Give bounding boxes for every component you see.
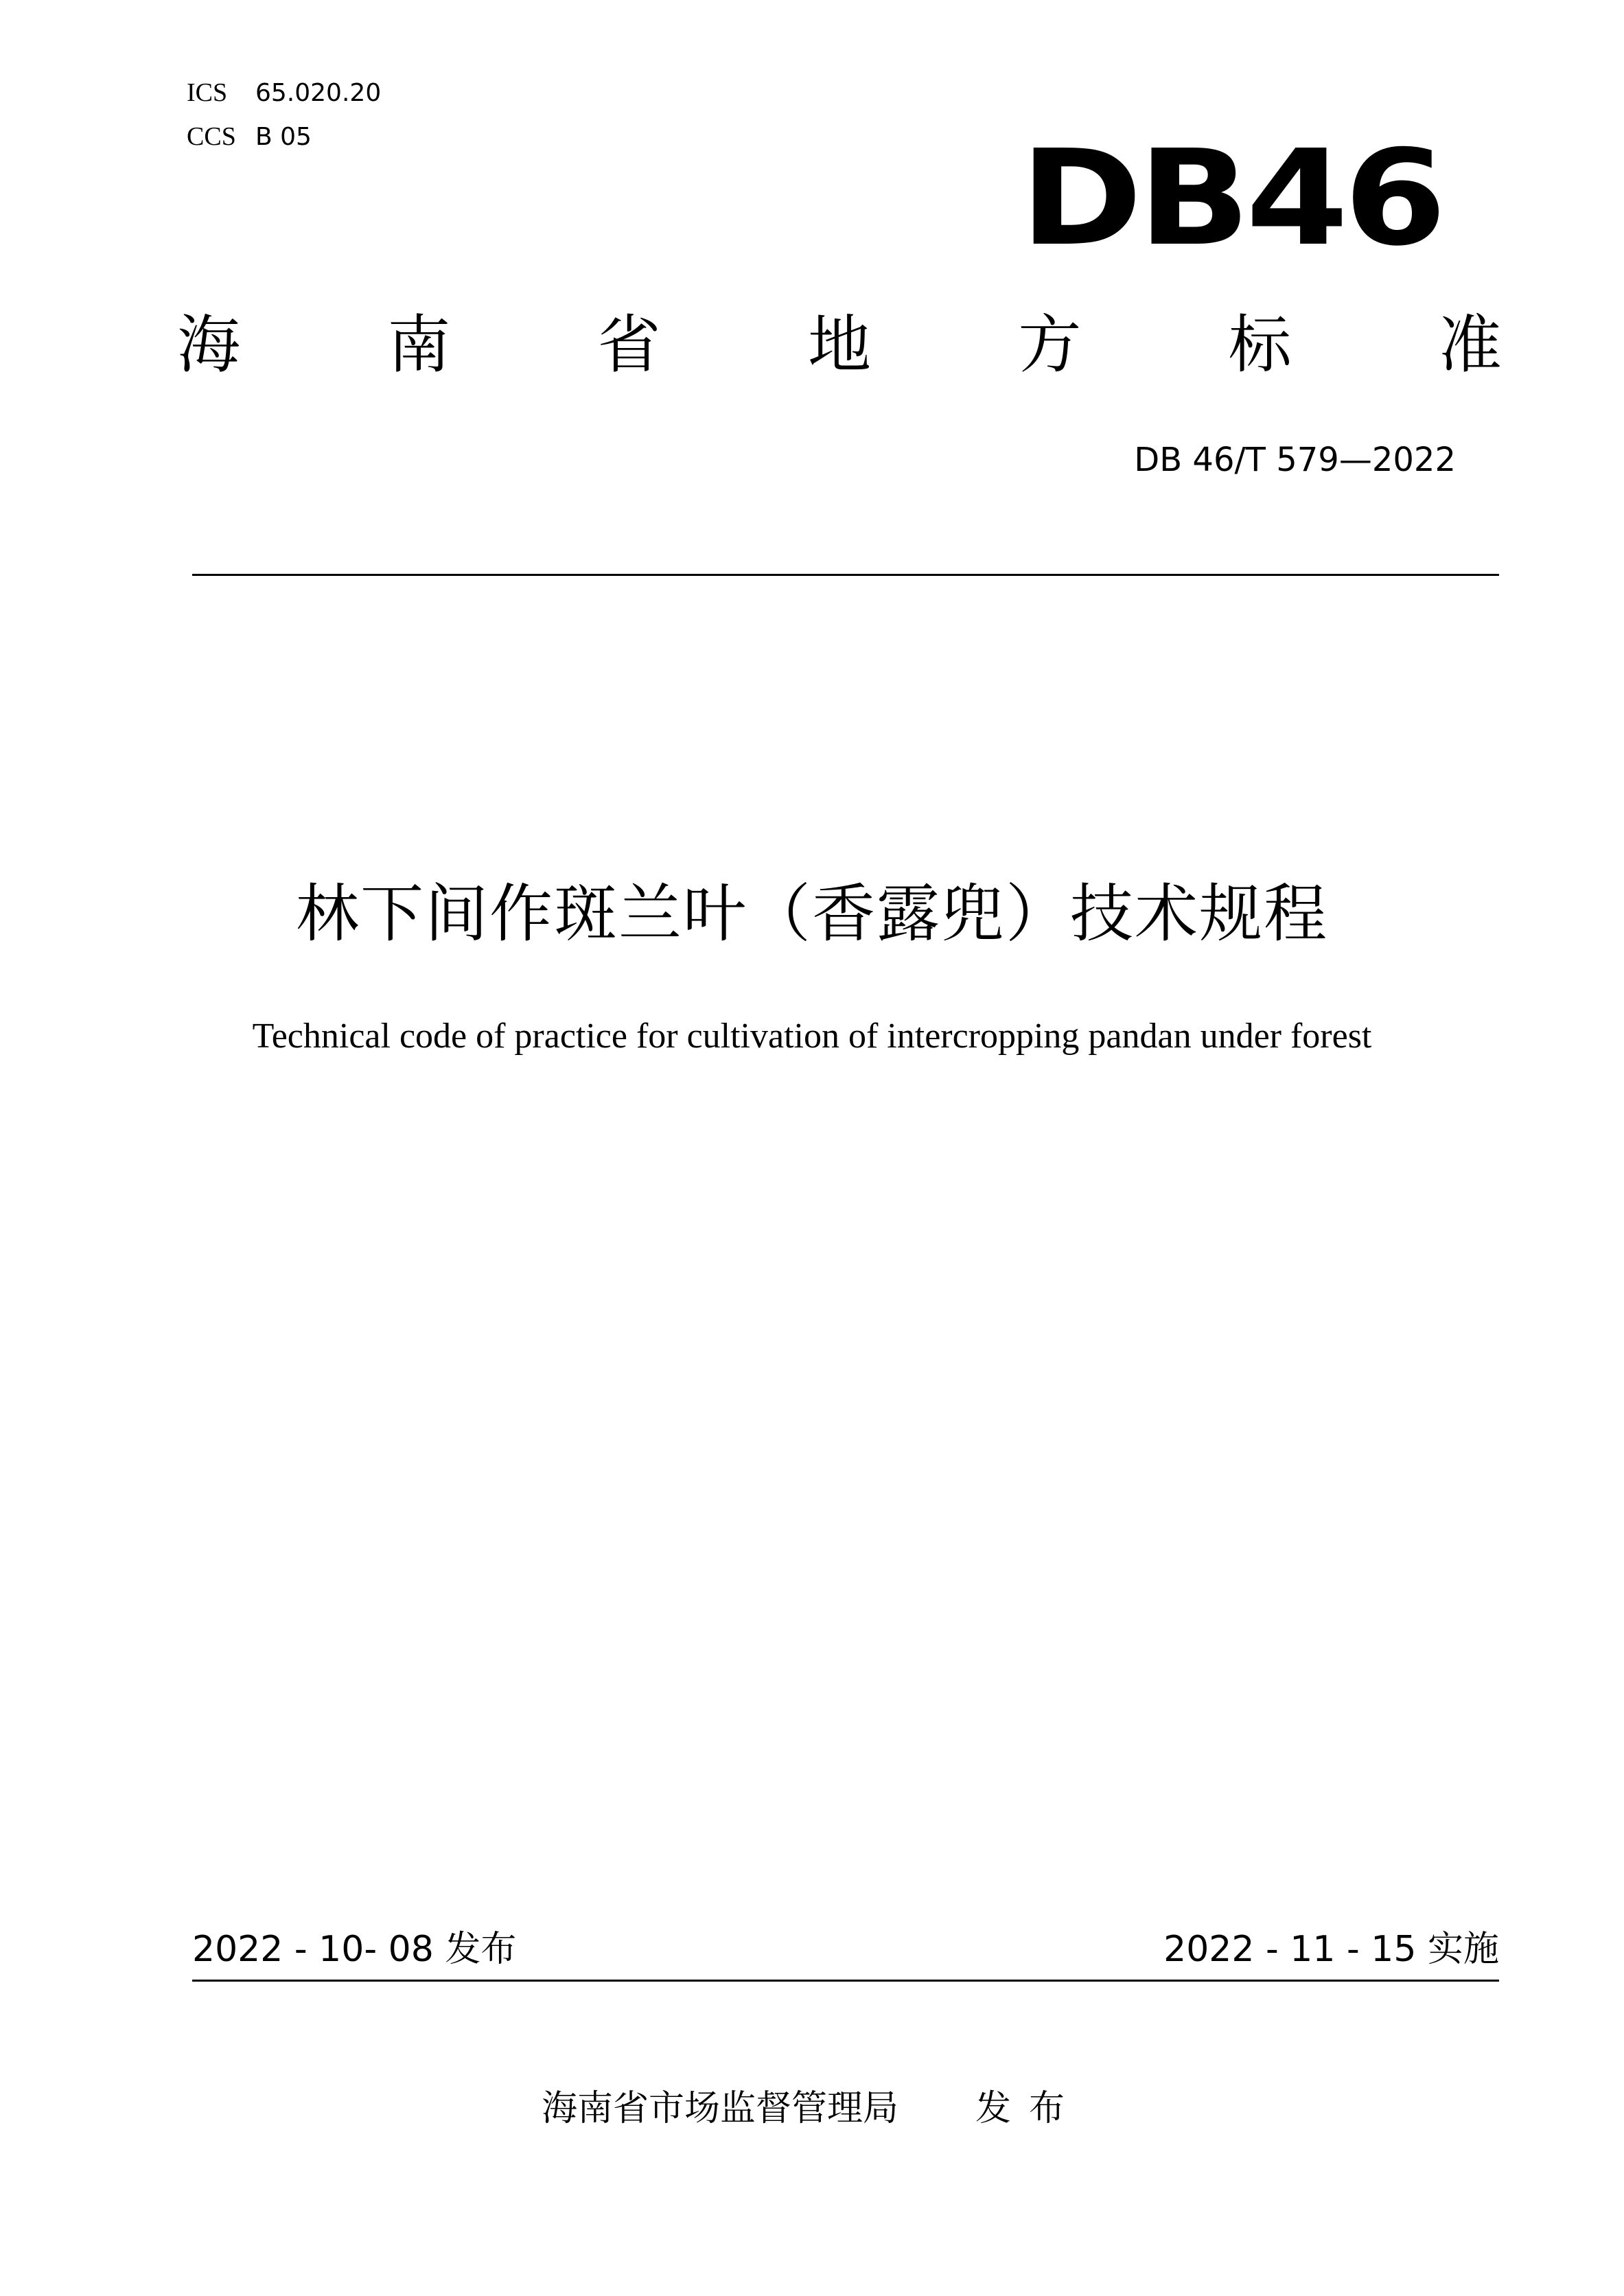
- implementation-date: 2022 - 11 - 15 实施: [1163, 1929, 1499, 1970]
- ics-code: 65.020.20: [255, 79, 382, 107]
- ccs-classification: [187, 121, 312, 152]
- standard-type-char: 方: [1018, 308, 1082, 382]
- ccs-label: CCS: [187, 122, 236, 151]
- standard-type-heading: [177, 308, 1502, 383]
- standard-type-char: 省: [597, 308, 661, 382]
- bottom-divider: [192, 1980, 1499, 1982]
- issuer-line: [0, 2087, 1624, 2131]
- standard-type-char: 南: [387, 308, 451, 382]
- issuing-organization: 海南省市场监督管理局: [541, 2088, 898, 2129]
- issue-action: 发布: [975, 2088, 1083, 2129]
- standard-type-char: 海: [177, 308, 241, 382]
- standard-type-char: 准: [1438, 308, 1502, 382]
- chinese-title: 林下间作斑兰叶（香露兜）技术规程: [295, 877, 1328, 951]
- db46-logo: DB46: [1020, 122, 1442, 275]
- ics-classification: [187, 77, 381, 108]
- ccs-code: B 05: [255, 123, 312, 151]
- top-divider: [192, 574, 1499, 576]
- english-title: Technical code of practice for cultivation of intercropping pandan under forest: [252, 1017, 1372, 1056]
- standard-type-char: 标: [1228, 308, 1292, 382]
- standard-number: DB 46/T 579—2022: [1134, 441, 1456, 479]
- standard-type-char: 地: [807, 308, 871, 382]
- ics-label: ICS: [187, 78, 228, 107]
- issue-date: 2022 - 10- 08 发布: [192, 1929, 517, 1970]
